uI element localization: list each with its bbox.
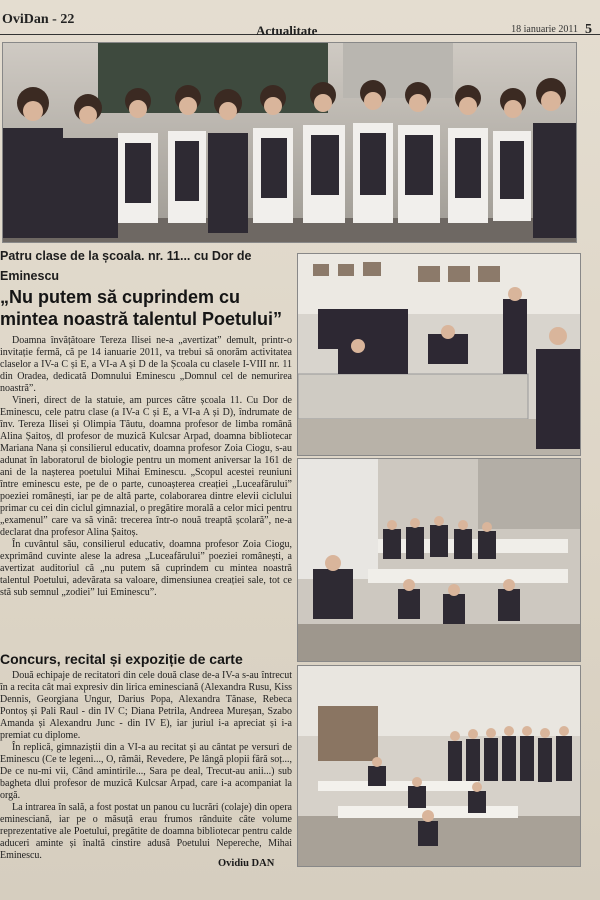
classroom-photo-3-image <box>298 666 580 866</box>
section-paragraph: La intrarea în sală, a fost postat un panou cu lucrări (colaje) din opera eminesciană, iar pe o măsuță erau frumos rânduite câte volume reprezentative ale Poetului, pregătite de doamna bibliotecar pentru calde aduceri aminte și înaltă cinstire adusă Poetului Nepereche, Mihai Eminescu. <box>0 802 292 861</box>
group-photo-image <box>3 43 576 242</box>
classroom-photo-3 <box>297 665 581 867</box>
article-paragraph: Vineri, direct de la statuie, am purces către școala 11. Cu Dor de Eminescu, cele patru clase (a IV-a C și E, a VI-a A și D), îndrumate de înv. Tereza Ilisei și Olimpia Tăutu, doamna profesor de limba română Alina Șaitoș, dl profesor de muzică Kulcsar Arpad, doamna bibliotecar Mariana Nana și consilierul educativ, doamna profesor Zoia Ciogu, s-au adunat în laboratorul de biologie pentru un moment aniversar la 161 de ani de la nașterea poetului Mihai Eminescu. „Scopul acestei reuniuni între eminescu este, pe de o parte, cunoașterea creației „Luceafărului” poeziei românești, iar pe de altă parte, colaborarea dintre elevii ciclului primar cu cei din ciclul gimnazial, o pregătire morală a celor mici pentru „examenul” care va să vină: trecerea într-o nouă treaptă școlară”, ne-a declarat dna profesor Alina Șaitoș. <box>0 395 292 538</box>
article-paragraph: Doamna învățătoare Tereza Ilisei ne-a „avertizat” demult, printr-o invitație fermă, că pe 14 ianuarie 2011, va trebui să onorăm activitatea claselor a IV-a C și E, a VI-a A și D de la Școala cu clasele I-VIII nr. 11 din Oradea, dedicată Domnului Eminescu „Domnul cel de nemurirea noastră”. <box>0 335 292 394</box>
page-number: 5 <box>585 22 592 37</box>
article-body <box>0 335 292 599</box>
classroom-photo-1-image <box>298 254 580 455</box>
classroom-photo-2-image <box>298 459 580 661</box>
classroom-photo-1 <box>297 253 581 456</box>
section-paragraph: Două echipaje de recitatori din cele două clase de-a IV-a s-au întrecut în a recita cât mai expresiv din lirica eminesciană (Alexandra Rusu, Kiss Dennis, Georgiana Ungur, Darius Popa, Alexandra Tănase, Rebeca Pontoș și Pali Raul - din IV C; Diana Petrila, Andreea Mureșan, Szabo Amanda și Alexandru Junc - din IV E), iar juriul i-a apreciat și i-a premiat cu diplome. <box>0 670 292 741</box>
top-group-photo <box>2 42 577 243</box>
section-body <box>0 670 292 862</box>
section-title: Actualitate <box>256 23 318 38</box>
article-author: Ovidiu DAN <box>218 858 275 869</box>
section-paragraph: În replică, gimnaziștii din a VI-a au recitat și au cântat pe versuri de Eminescu (Ce te legeni..., O, rămâi, Revedere, Pe lângă plopii fără soț..., De ce nu-mi vii, Când amintirile..., Sara pe deal, Trecut-au anii...) sub bagheta dlui profesor de muzică Kulcsar Arpad, care i-a acompaniat la orgă. <box>0 742 292 801</box>
article-headline: „Nu putem să cuprindem cu mintea noastră talentul Poetului” <box>0 287 283 329</box>
issue-date: 18 ianuarie 2011 <box>511 24 578 35</box>
publication-name: OviDan - 22 <box>2 12 75 27</box>
article-paragraph: În cuvântul său, consilierul educativ, doamna profesor Zoia Ciogu, exprimând cuvinte alese la adresa „Luceafărului” poeziei românești, a avertizat auditoriul că „nu putem să cuprindem cu mintea noastră talentul Poetului, adevărata sa valoare, dimensiunea creației sale, tot ce stă sub semnul „zodiei” lui Eminescu”. <box>0 539 292 598</box>
section-subhead: Concurs, recital și expoziție de carte <box>0 651 243 667</box>
masthead <box>0 12 600 38</box>
classroom-photo-2 <box>297 458 581 662</box>
article-kicker: Patru clase de la școala. nr. 11... cu Dor de Eminescu <box>0 249 252 283</box>
